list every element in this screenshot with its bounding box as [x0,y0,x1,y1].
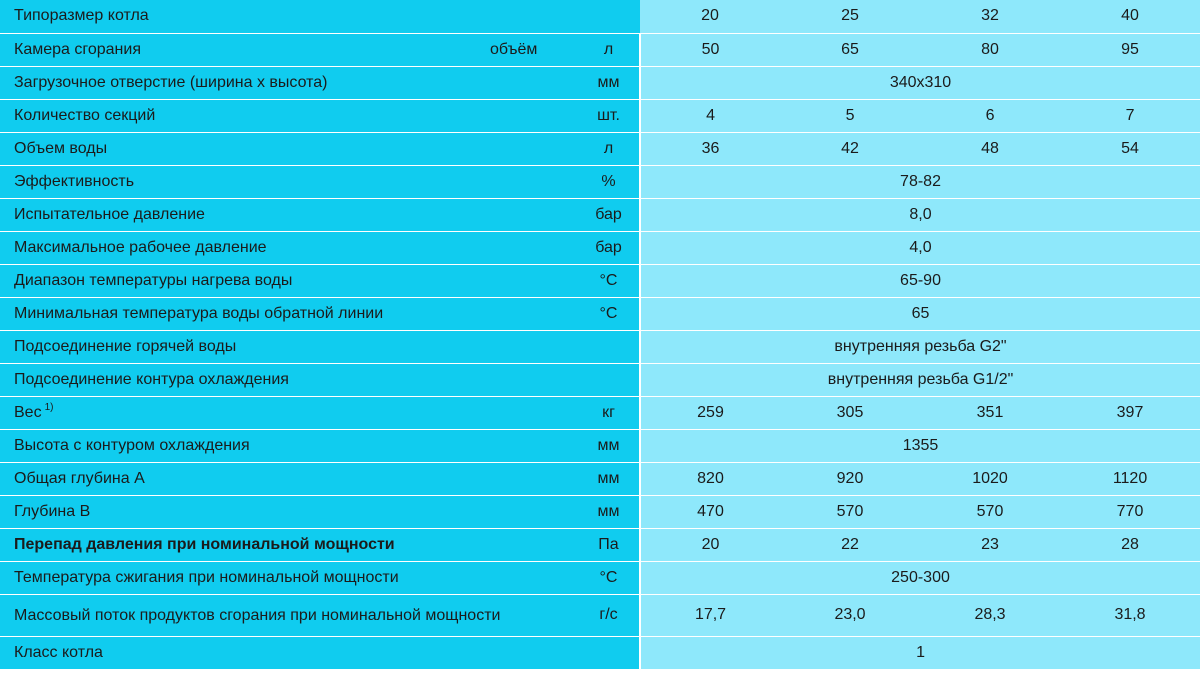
row-unit: л [578,132,640,165]
row-label-text: Объем воды [14,139,108,157]
row-label [0,528,578,561]
row-label-text: Загрузочное отверстие (ширина х высота) [14,73,328,91]
row-label [0,330,578,363]
row-value: 65 [780,33,920,66]
table-row [0,198,1200,231]
row-value-merged: 1355 [640,429,1200,462]
row-value: 259 [640,396,780,429]
row-label-text: Перепад давления при номинальной мощности [14,535,395,553]
row-label [0,33,490,66]
row-value: 23 [920,528,1060,561]
table-row [0,594,1200,636]
row-value: 54 [1060,132,1200,165]
table-row [0,33,1200,66]
row-value: 397 [1060,396,1200,429]
row-value-merged: 4,0 [640,231,1200,264]
table-row [0,264,1200,297]
row-value-merged: 78-82 [640,165,1200,198]
row-value-merged: 65-90 [640,264,1200,297]
row-value-merged: 8,0 [640,198,1200,231]
row-value: 28,3 [920,594,1060,636]
row-label-text: Вес [14,403,42,421]
table-row [0,495,1200,528]
row-label [0,594,578,636]
row-label-text: Количество секций [14,106,156,124]
row-label [0,636,578,669]
row-value: 50 [640,33,780,66]
boiler-size-value: 32 [920,0,1060,33]
row-value: 4 [640,99,780,132]
table-row [0,462,1200,495]
row-value-merged: 1 [640,636,1200,669]
row-label-text: Эффективность [14,172,135,190]
row-label [0,132,578,165]
row-label-text: Испытательное давление [14,205,205,223]
row-value: 23,0 [780,594,920,636]
row-value: 7 [1060,99,1200,132]
row-value-merged: внутренняя резьба G1/2" [640,363,1200,396]
table-row [0,165,1200,198]
row-label-text: Камера сгорания [14,40,141,58]
row-unit: мм [578,495,640,528]
row-unit: кг [578,396,640,429]
row-value: 920 [780,462,920,495]
row-unit [578,363,640,396]
row-value-merged: внутренняя резьба G2" [640,330,1200,363]
table-row [0,132,1200,165]
row-value-merged: 65 [640,297,1200,330]
row-unit [578,330,640,363]
row-value: 80 [920,33,1060,66]
row-label [0,363,578,396]
table-row [0,231,1200,264]
row-label [0,297,578,330]
row-label [0,198,578,231]
row-label-text: Глубина В [14,502,91,520]
row-value: 1120 [1060,462,1200,495]
row-unit: °С [578,264,640,297]
table-row [0,528,1200,561]
row-value: 20 [640,528,780,561]
row-value: 470 [640,495,780,528]
row-unit: Па [578,528,640,561]
row-unit: % [578,165,640,198]
row-unit: мм [578,462,640,495]
row-value: 770 [1060,495,1200,528]
row-unit: °С [578,561,640,594]
row-unit: бар [578,198,640,231]
row-value: 28 [1060,528,1200,561]
row-label [0,264,578,297]
row-value-merged: 250-300 [640,561,1200,594]
row-label [0,429,578,462]
row-unit: шт. [578,99,640,132]
table-row [0,99,1200,132]
row-unit: г/с [578,594,640,636]
row-label-text: Высота с контуром охлаждения [14,436,250,454]
row-label [0,462,578,495]
row-value: 305 [780,396,920,429]
row-label: Типоразмер котла [0,0,640,33]
row-unit: бар [578,231,640,264]
table-row [0,330,1200,363]
boiler-size-value: 20 [640,0,780,33]
row-value: 48 [920,132,1060,165]
row-value: 1020 [920,462,1060,495]
row-label-text: Максимальное рабочее давление [14,238,267,256]
table-row [0,429,1200,462]
row-value: 17,7 [640,594,780,636]
row-label-text: Подсоединение горячей воды [14,337,237,355]
table-row [0,363,1200,396]
row-unit: мм [578,429,640,462]
row-label-text: Класс котла [14,643,103,661]
row-unit: °С [578,297,640,330]
row-label-text: Минимальная температура воды обратной линии [14,304,384,322]
row-label-text: Массовый поток продуктов сгорания при номинальной мощности [14,606,501,624]
row-value: 570 [920,495,1060,528]
row-value: 95 [1060,33,1200,66]
table-row [0,396,1200,429]
boiler-size-value: 40 [1060,0,1200,33]
row-value: 31,8 [1060,594,1200,636]
row-value: 5 [780,99,920,132]
row-value-merged: 340x310 [640,66,1200,99]
row-label [0,231,578,264]
table-row [0,636,1200,669]
row-value: 22 [780,528,920,561]
row-label [0,66,578,99]
footnote-marker: 1) [44,402,54,414]
row-unit: л [578,33,640,66]
row-value: 570 [780,495,920,528]
row-unit: мм [578,66,640,99]
row-label [0,396,578,429]
row-value: 36 [640,132,780,165]
table-row [0,66,1200,99]
row-value: 42 [780,132,920,165]
boiler-size-value: 25 [780,0,920,33]
row-unit [578,636,640,669]
row-value: 351 [920,396,1060,429]
row-label-text: Подсоединение контура охлаждения [14,370,289,388]
row-label-text: Температура сжигания при номинальной мощности [14,568,399,586]
row-label [0,165,578,198]
row-sublabel: объём [490,33,578,66]
table-row [0,297,1200,330]
row-label-text: Диапазон температуры нагрева воды [14,271,293,289]
row-value: 820 [640,462,780,495]
table-row [0,561,1200,594]
row-label-text: Общая глубина А [14,469,145,487]
row-label [0,561,578,594]
row-label [0,495,578,528]
row-value: 6 [920,99,1060,132]
table-header-row [0,0,1200,33]
row-label [0,99,578,132]
